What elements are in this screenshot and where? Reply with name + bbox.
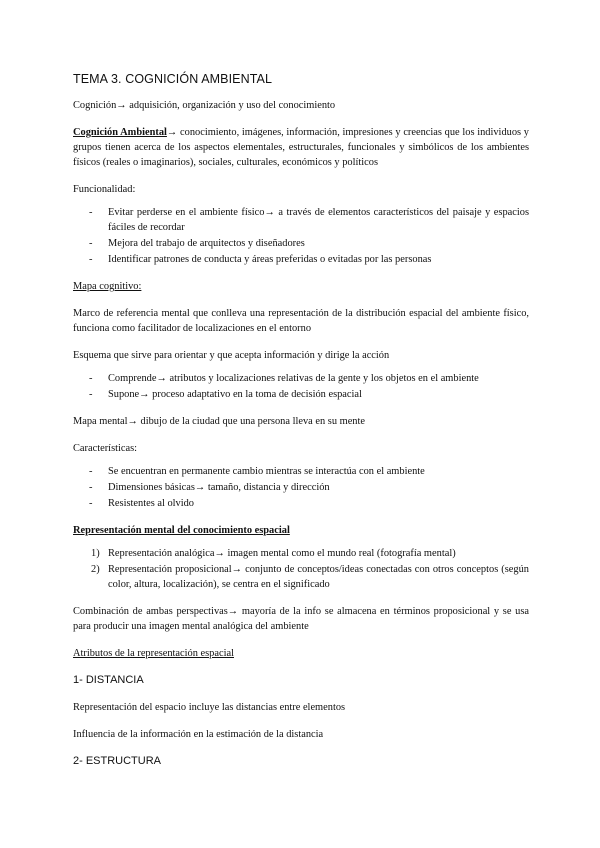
- list-item: [73, 371, 529, 386]
- list-item-text: Comprende→ atributos y localizaciones relativas de la gente y los objetos en el ambiente: [108, 373, 479, 384]
- dash-bullet: -: [89, 254, 93, 265]
- list-item-text: Mejora del trabajo de arquitectos y diseñadores: [108, 238, 305, 249]
- list-item-text: Dimensiones básicas→ tamaño, distancia y dirección: [108, 482, 330, 493]
- list-item: [73, 464, 529, 479]
- representacion-heading: Representación mental del conocimiento espacial: [73, 525, 290, 536]
- distancia-para2: Influencia de la información en la estimación de la distancia: [73, 729, 324, 740]
- list-item: [73, 546, 529, 561]
- number-label: 2): [91, 564, 100, 575]
- cognicion-ambiental-term: Cognición Ambiental: [73, 127, 167, 138]
- document-content: [73, 72, 529, 781]
- cognicion-ambiental-paragraph: [73, 125, 529, 170]
- list-item-text: Resistentes al olvido: [108, 498, 195, 509]
- dash-bullet: -: [89, 389, 93, 400]
- mapa-cognitivo-list: [73, 371, 529, 402]
- combinacion-paragraph: Combinación de ambas perspectivas→ mayoría de la info se almacena en términos proposicional y se usa para producir una imagen mental analógica del ambiente: [73, 606, 529, 632]
- list-item: [73, 387, 529, 402]
- number-label: 1): [91, 548, 100, 559]
- dash-bullet: -: [89, 238, 93, 249]
- dash-bullet: -: [89, 373, 93, 384]
- list-item-text: Identificar patrones de conducta y áreas preferidas o evitadas por las personas: [108, 254, 432, 265]
- list-item: [73, 205, 529, 235]
- list-item-text: Supone→ proceso adaptativo en la toma de decisión espacial: [108, 389, 362, 400]
- list-item-text: Representación analógica→ imagen mental como el mundo real (fotografía mental): [108, 548, 456, 559]
- mapa-mental-line: Mapa mental→ dibujo de la ciudad que una persona lleva en su mente: [73, 416, 365, 427]
- list-item-text: Evitar perderse en el ambiente físico→ a través de elementos característicos del paisaje y espacios fáciles de recordar: [108, 207, 529, 233]
- representacion-list: [73, 546, 529, 592]
- dash-bullet: -: [89, 498, 93, 509]
- list-item-text: Se encuentran en permanente cambio mientras se interactúa con el ambiente: [108, 466, 425, 477]
- dash-bullet: -: [89, 207, 93, 218]
- distancia-para1: Representación del espacio incluye las distancias entre elementos: [73, 702, 346, 713]
- list-item: [73, 562, 529, 592]
- funcionalidad-list: [73, 205, 529, 267]
- cognicion-ambiental-definition: → conocimiento, imágenes, información, impresiones y creencias que los individuos y grupos tienen acerca de los aspectos elementales, estructurales, funcionales y simbólicos de los ambientes físicos (reales o imaginarios), sociales, culturales, económicos y políticos: [73, 127, 529, 168]
- dash-bullet: -: [89, 482, 93, 493]
- list-item: [73, 236, 529, 251]
- cognicion-line: Cognición→ adquisición, organización y uso del conocimiento: [73, 100, 336, 111]
- section-distancia-heading: 1- DISTANCIA: [73, 674, 144, 686]
- caracteristicas-heading: Características:: [73, 443, 138, 454]
- atributos-heading: Atributos de la representación espacial: [73, 648, 234, 659]
- mapa-cognitivo-para2: Esquema que sirve para orientar y que acepta información y dirige la acción: [73, 350, 390, 361]
- list-item: [73, 496, 529, 511]
- caracteristicas-list: [73, 464, 529, 511]
- funcionalidad-heading: Funcionalidad:: [73, 184, 136, 195]
- list-item: [73, 252, 529, 267]
- dash-bullet: -: [89, 466, 93, 477]
- list-item-text: Representación proposicional→ conjunto de conceptos/ideas conectadas con otros conceptos (según color, altura, localización), se centra en el significado: [108, 564, 529, 590]
- mapa-cognitivo-heading: Mapa cognitivo:: [73, 281, 142, 292]
- list-item: [73, 480, 529, 495]
- section-estructura-heading: 2- ESTRUCTURA: [73, 755, 162, 767]
- page-title: TEMA 3. COGNICIÓN AMBIENTAL: [73, 72, 273, 86]
- mapa-cognitivo-para1: Marco de referencia mental que conlleva una representación de la distribución espacial del ambiente físico, funciona como facilitador de localizaciones en el entorno: [73, 308, 529, 334]
